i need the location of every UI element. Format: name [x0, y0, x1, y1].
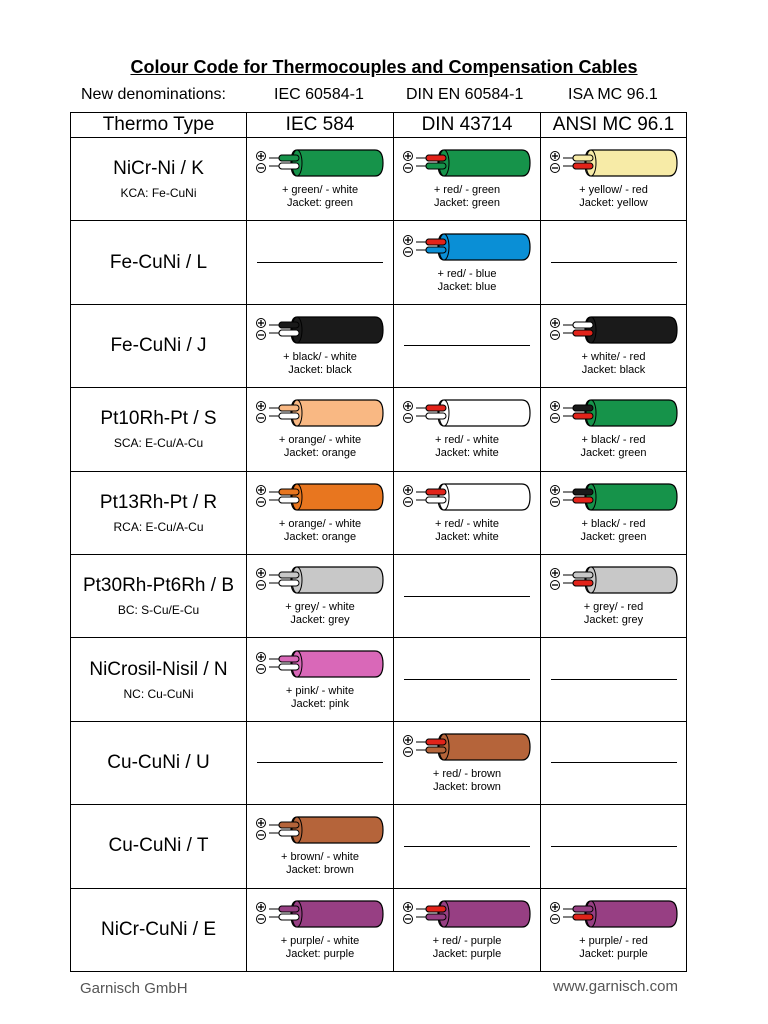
jacket	[438, 484, 530, 510]
plus-icon	[404, 402, 413, 411]
colour-code-cell	[394, 721, 541, 804]
compensation-type: NC: Cu-CuNi	[123, 686, 194, 701]
cable-drawing	[255, 565, 385, 599]
colour-code-cell	[541, 888, 687, 971]
plus-icon	[550, 485, 559, 494]
not-defined-line	[257, 762, 383, 763]
thermo-type-name: Pt30Rh-Pt6Rh / B	[82, 575, 235, 597]
jacket	[438, 234, 530, 260]
thermo-type-cell	[71, 721, 247, 804]
jacket	[585, 317, 677, 343]
not-defined-line	[551, 679, 677, 680]
plus-icon	[257, 485, 266, 494]
wire-colours-label: + yellow/ - red	[579, 184, 648, 197]
minus-icon	[257, 914, 266, 923]
plus-icon	[257, 652, 266, 661]
plus-icon	[550, 569, 559, 578]
plus-icon	[404, 735, 413, 744]
jacket-colour-label: Jacket: yellow	[579, 197, 648, 210]
minus-icon	[257, 664, 266, 673]
table-row	[71, 304, 687, 387]
jacket	[438, 150, 530, 176]
colour-code-cell	[394, 221, 541, 304]
thermo-type-cell	[71, 388, 247, 471]
jacket	[291, 567, 383, 593]
plus-icon	[550, 402, 559, 411]
cable-drawing	[549, 315, 679, 349]
not-defined-line	[551, 846, 677, 847]
cable-drawing	[402, 148, 532, 182]
cable-drawing	[402, 732, 532, 766]
jacket-colour-label: Jacket: grey	[583, 614, 644, 627]
minus-icon	[404, 164, 413, 173]
thermo-type-name: Cu-CuNi / T	[108, 835, 209, 857]
colour-code-cell	[541, 471, 687, 554]
table-row	[71, 471, 687, 554]
colour-code-cell	[394, 805, 541, 888]
plus-icon	[257, 402, 266, 411]
plus-icon	[257, 819, 266, 828]
colour-code-cell	[247, 388, 394, 471]
jacket-colour-label: Jacket: brown	[286, 864, 354, 877]
jacket	[291, 400, 383, 426]
minus-icon	[550, 414, 559, 423]
colour-code-cell	[394, 138, 541, 221]
wire-colours-label: + pink/ - white	[285, 684, 355, 697]
denominations-label: New denominations:	[81, 86, 226, 103]
cable-drawing	[255, 649, 385, 683]
denominations-row	[0, 86, 768, 106]
jacket-colour-label: Jacket: black	[288, 363, 352, 376]
jacket-colour-label: Jacket: black	[581, 363, 646, 376]
minus-icon	[550, 581, 559, 590]
cable-drawing	[402, 899, 532, 933]
thermo-type-name: Fe-CuNi / J	[110, 334, 207, 356]
minus-icon	[404, 247, 413, 256]
plus-icon	[257, 569, 266, 578]
table-row	[71, 138, 687, 221]
cable-drawing	[402, 482, 532, 516]
wire-colours-label: + black/ - white	[283, 350, 357, 363]
colour-code-cell	[247, 221, 394, 304]
colour-code-cell	[247, 554, 394, 637]
thermo-type-name: NiCr-CuNi / E	[100, 918, 217, 940]
wire-colours-label: + red/ - green	[433, 184, 501, 197]
minus-icon	[404, 747, 413, 756]
jacket-colour-label: Jacket: green	[286, 197, 354, 210]
plus-icon	[404, 485, 413, 494]
wire-colours-label: + red/ - purple	[432, 934, 502, 947]
jacket-colour-label: Jacket: purple	[579, 947, 648, 960]
table-row	[71, 554, 687, 637]
colour-code-cell	[541, 805, 687, 888]
colour-code-cell	[541, 138, 687, 221]
colour-code-cell	[247, 721, 394, 804]
cable-drawing	[255, 315, 385, 349]
jacket-colour-label: Jacket: purple	[432, 947, 502, 960]
jacket-colour-label: Jacket: pink	[290, 697, 350, 710]
jacket	[438, 734, 530, 760]
wire-colours-label: + orange/ - white	[278, 434, 362, 447]
minus-icon	[257, 581, 266, 590]
colour-code-cell	[541, 638, 687, 721]
colour-code-table	[70, 112, 687, 972]
thermo-type-name: Fe-CuNi / L	[109, 251, 208, 273]
colour-code-cell	[541, 721, 687, 804]
table-row	[71, 638, 687, 721]
minus-icon	[550, 330, 559, 339]
minus-icon	[257, 414, 266, 423]
wire-colours-label: + red/ - white	[435, 517, 499, 530]
plus-icon	[404, 902, 413, 911]
wire-colours-label: + red/ - white	[435, 434, 499, 447]
jacket-colour-label: Jacket: orange	[283, 447, 357, 460]
colour-code-cell	[247, 304, 394, 387]
jacket	[291, 317, 383, 343]
thermo-type-cell	[71, 888, 247, 971]
not-defined-line	[404, 596, 530, 597]
colour-code-cell	[394, 304, 541, 387]
minus-icon	[550, 497, 559, 506]
jacket-colour-label: Jacket: white	[435, 447, 499, 460]
jacket	[585, 150, 677, 176]
denomination-iec: IEC 60584-1	[274, 86, 364, 103]
thermo-type-cell	[71, 638, 247, 721]
minus-icon	[550, 914, 559, 923]
colour-code-cell	[541, 221, 687, 304]
compensation-type: SCA: E-Cu/A-Cu	[113, 436, 204, 451]
plus-icon	[550, 902, 559, 911]
cable-drawing	[549, 482, 679, 516]
jacket	[585, 567, 677, 593]
cable-drawing	[549, 565, 679, 599]
thermo-type-cell	[71, 471, 247, 554]
jacket	[291, 651, 383, 677]
thermo-type-name: Pt13Rh-Pt / R	[99, 491, 218, 513]
minus-icon	[550, 164, 559, 173]
colour-code-cell	[247, 138, 394, 221]
minus-icon	[404, 914, 413, 923]
colour-code-cell	[394, 471, 541, 554]
colour-code-cell	[394, 638, 541, 721]
colour-code-cell	[247, 471, 394, 554]
plus-icon	[257, 902, 266, 911]
wire-colours-label: + purple/ - red	[579, 934, 648, 947]
not-defined-line	[551, 762, 677, 763]
minus-icon	[404, 497, 413, 506]
not-defined-line	[404, 345, 530, 346]
plus-icon	[404, 235, 413, 244]
colour-code-cell	[541, 388, 687, 471]
not-defined-line	[404, 679, 530, 680]
jacket	[291, 901, 383, 927]
wire-colours-label: + green/ - white	[281, 184, 359, 197]
colour-code-cell	[541, 554, 687, 637]
wire-colours-label: + black/ - red	[581, 434, 646, 447]
plus-icon	[257, 152, 266, 161]
cable-drawing	[255, 148, 385, 182]
table-row	[71, 805, 687, 888]
jacket-colour-label: Jacket: green	[580, 447, 647, 460]
plus-icon	[550, 152, 559, 161]
not-defined-line	[404, 846, 530, 847]
table-header-row	[71, 113, 687, 138]
jacket	[585, 484, 677, 510]
jacket-colour-label: Jacket: purple	[285, 947, 355, 960]
plus-icon	[257, 318, 266, 327]
wire-colours-label: + brown/ - white	[281, 851, 359, 864]
jacket-colour-label: Jacket: blue	[437, 280, 497, 293]
jacket	[438, 400, 530, 426]
thermo-type-name: Cu-CuNi / U	[107, 751, 210, 773]
header-ansi-mc-96-1: ANSI MC 96.1	[541, 113, 687, 138]
cable-drawing	[255, 899, 385, 933]
thermo-type-name: Pt10Rh-Pt / S	[100, 408, 217, 430]
header-din-43714: DIN 43714	[394, 113, 541, 138]
not-defined-line	[257, 262, 383, 263]
cable-drawing	[255, 398, 385, 432]
table-row	[71, 221, 687, 304]
minus-icon	[257, 831, 266, 840]
wire-colours-label: + grey/ - white	[285, 601, 355, 614]
cable-drawing	[549, 148, 679, 182]
wire-colours-label: + red/ - blue	[437, 267, 497, 280]
thermo-type-cell	[71, 138, 247, 221]
thermo-type-cell	[71, 304, 247, 387]
jacket	[438, 901, 530, 927]
header-thermo-type: Thermo Type	[71, 113, 247, 138]
jacket-colour-label: Jacket: orange	[283, 530, 357, 543]
colour-code-cell	[394, 388, 541, 471]
thermo-type-name: NiCrosil-Nisil / N	[89, 658, 228, 680]
thermo-type-cell	[71, 554, 247, 637]
page-title: Colour Code for Thermocouples and Compensation Cables	[130, 57, 638, 77]
footer-company: Garnisch GmbH	[80, 980, 188, 997]
colour-code-cell	[247, 888, 394, 971]
cable-drawing	[402, 398, 532, 432]
colour-code-cell	[394, 554, 541, 637]
cable-drawing	[255, 815, 385, 849]
minus-icon	[257, 497, 266, 506]
cable-drawing	[402, 232, 532, 266]
denomination-din: DIN EN 60584-1	[406, 86, 524, 103]
jacket-colour-label: Jacket: green	[580, 530, 647, 543]
not-defined-line	[551, 262, 677, 263]
wire-colours-label: + red/ - brown	[432, 767, 502, 780]
thermo-type-cell	[71, 221, 247, 304]
thermo-type-name: NiCr-Ni / K	[113, 158, 204, 180]
colour-code-cell	[541, 304, 687, 387]
jacket	[585, 901, 677, 927]
plus-icon	[404, 152, 413, 161]
compensation-type: BC: S-Cu/E-Cu	[117, 603, 200, 618]
colour-code-cell	[247, 805, 394, 888]
minus-icon	[257, 330, 266, 339]
jacket-colour-label: Jacket: white	[435, 530, 499, 543]
table-row	[71, 388, 687, 471]
footer-url[interactable]: www.garnisch.com	[552, 978, 678, 995]
compensation-type: KCA: Fe-CuNi	[120, 186, 197, 201]
wire-colours-label: + white/ - red	[581, 350, 646, 363]
jacket	[291, 817, 383, 843]
jacket-colour-label: Jacket: brown	[433, 780, 501, 793]
minus-icon	[257, 164, 266, 173]
plus-icon	[550, 318, 559, 327]
table-row	[71, 888, 687, 971]
jacket-colour-label: Jacket: grey	[290, 614, 350, 627]
wire-colours-label: + purple/ - white	[280, 934, 360, 947]
colour-code-cell	[394, 888, 541, 971]
cable-drawing	[255, 482, 385, 516]
jacket-colour-label: Jacket: green	[433, 197, 501, 210]
colour-code-cell	[247, 638, 394, 721]
thermo-type-cell	[71, 805, 247, 888]
header-iec-584: IEC 584	[247, 113, 394, 138]
denomination-isa: ISA MC 96.1	[568, 86, 658, 103]
cable-drawing	[549, 398, 679, 432]
table-row	[71, 721, 687, 804]
wire-colours-label: + orange/ - white	[278, 517, 362, 530]
cable-drawing	[549, 899, 679, 933]
wire-colours-label: + black/ - red	[581, 517, 646, 530]
jacket	[585, 400, 677, 426]
jacket	[291, 484, 383, 510]
compensation-type: RCA: E-Cu/A-Cu	[113, 519, 204, 534]
minus-icon	[404, 414, 413, 423]
jacket	[291, 150, 383, 176]
wire-colours-label: + grey/ - red	[583, 601, 644, 614]
